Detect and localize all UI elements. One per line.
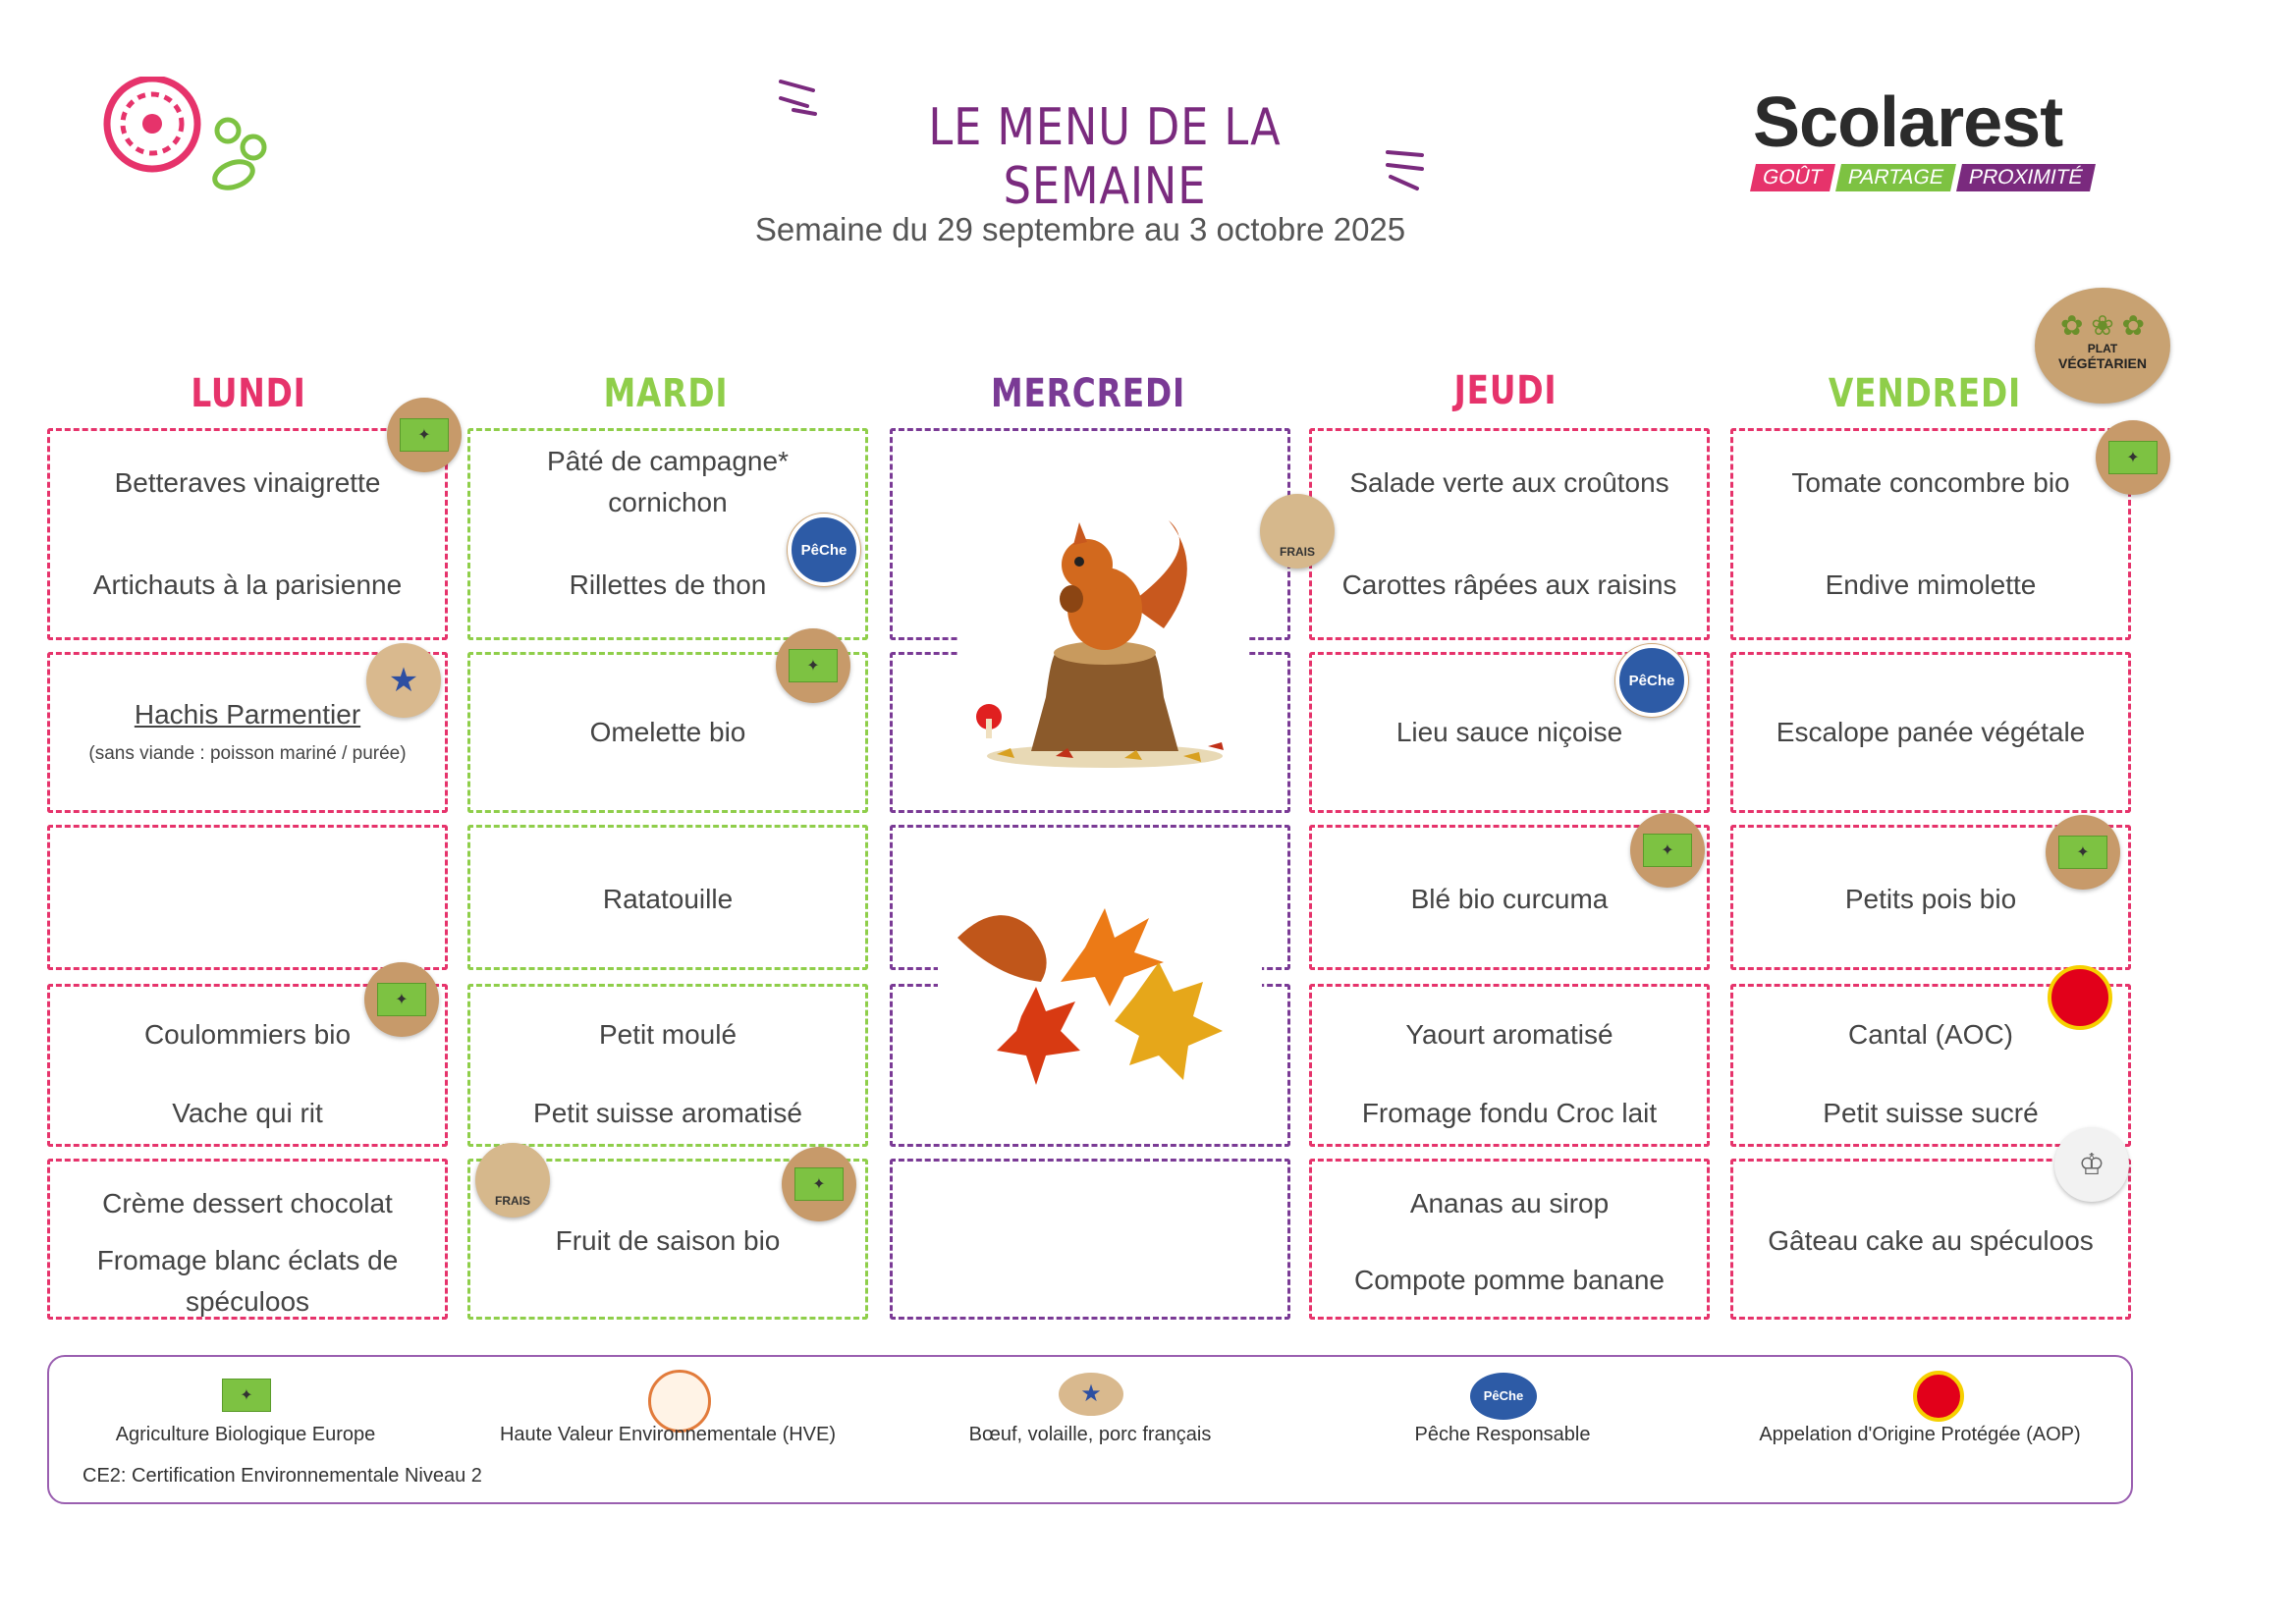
vegetarian-badge-line2: VÉGÉTARIEN — [2058, 355, 2147, 371]
legend-french-meat-label: Bœuf, volaille, porc français — [968, 1424, 1212, 1445]
menu-item: Artichauts à la parisienne — [92, 569, 403, 600]
menu-item: Crème dessert chocolat — [102, 1188, 393, 1218]
day-header-lundi: LUNDI — [191, 371, 306, 416]
autumn-leaves-illustration — [938, 889, 1262, 1100]
menu-item: Betteraves vinaigrette — [114, 467, 381, 498]
day-header-mardi: MARDI — [603, 371, 729, 416]
menu-item: Petit moulé — [598, 1019, 738, 1050]
week-subtitle: Semaine du 29 septembre au 3 octobre 2025 — [754, 211, 1406, 247]
mardi-side-box — [467, 825, 868, 970]
organic-badge-icon: ✦ — [364, 962, 439, 1037]
squirrel-illustration — [957, 511, 1247, 776]
peche-badge-label: PêChe — [1615, 644, 1688, 717]
menu-item: Escalope panée végétale — [1776, 717, 2086, 747]
fishing-legend-icon: PêChe — [1470, 1373, 1537, 1420]
organic-badge-icon: ✦ — [1630, 813, 1705, 888]
organic-badge-icon: ✦ — [2096, 420, 2170, 495]
vegetarian-badge-line1: PLAT — [2087, 342, 2118, 355]
organic-badge-icon: ✦ — [387, 398, 462, 472]
menu-item: cornichon — [608, 487, 728, 517]
menu-item: Rillettes de thon — [569, 569, 767, 600]
legend-fishing-label: Pêche Responsable — [1414, 1424, 1591, 1445]
menu-item: Coulommiers bio — [143, 1019, 352, 1050]
menu-item: Fromage fondu Croc lait — [1361, 1098, 1658, 1128]
menu-item: Lieu sauce niçoise — [1395, 717, 1623, 747]
vegetable-icon: ✿ ❀ ✿ — [2060, 310, 2145, 341]
french-meat-badge-icon — [366, 643, 441, 718]
legend-footnote: CE2: Certification Environnementale Niveau 2 — [82, 1465, 482, 1487]
menu-item: Omelette bio — [589, 717, 746, 747]
legend-hve-label: Haute Valeur Environnementale (HVE) — [499, 1424, 837, 1445]
title-decoration-left — [776, 77, 825, 121]
menu-item: Petit suisse aromatisé — [533, 1098, 802, 1128]
brand-tag-gout: GOÛT — [1750, 164, 1835, 191]
menu-item: Vache qui rit — [172, 1098, 323, 1128]
title-decoration-right — [1383, 147, 1432, 196]
peche-badge-label: PêChe — [788, 514, 860, 586]
page-title: LE MENU DE LA SEMAINE — [928, 98, 1282, 216]
lundi-side-box — [47, 825, 448, 970]
brand-name: Scolarest — [1753, 83, 2063, 162]
brand-logo — [1753, 83, 2136, 191]
decorative-tomato-logo — [98, 77, 275, 194]
day-header-vendredi: VENDREDI — [1828, 371, 2022, 416]
legend-organic-label: Agriculture Biologique Europe — [115, 1424, 376, 1445]
menu-item: Yaourt aromatisé — [1405, 1019, 1613, 1050]
menu-item: Ratatouille — [602, 884, 734, 914]
menu-item: Endive mimolette — [1825, 569, 2037, 600]
menu-item: spéculoos — [185, 1286, 310, 1317]
menu-item: Ananas au sirop — [1409, 1188, 1610, 1218]
menu-item: Blé bio curcuma — [1410, 884, 1609, 914]
menu-item: Compote pomme banane — [1354, 1265, 1665, 1295]
menu-item: Salade verte aux croûtons — [1349, 467, 1669, 498]
jeudi-dairy-box — [1309, 984, 1710, 1147]
mardi-dairy-box — [467, 984, 868, 1147]
vendredi-main-box — [1730, 652, 2131, 813]
menu-item-note: (sans viande : poisson mariné / purée) — [88, 743, 407, 764]
brand-tag-partage: PARTAGE — [1835, 164, 1956, 191]
lundi-dessert-box — [47, 1159, 448, 1320]
star-icon: ★ — [388, 662, 419, 699]
brand-tags — [1753, 164, 2136, 191]
menu-item: Fruit de saison bio — [555, 1225, 781, 1256]
legend-aop-label: Appelation d'Origine Protégée (AOP) — [1759, 1424, 2081, 1445]
jeudi-starter-box — [1309, 428, 1710, 640]
aop-badge-icon — [2043, 960, 2117, 1035]
vendredi-starter-box — [1730, 428, 2131, 640]
responsible-fishing-badge-icon — [787, 513, 861, 587]
organic-legend-icon: ✦ — [222, 1379, 271, 1412]
chef-hat-icon: ♔ — [2054, 1127, 2129, 1202]
french-meat-legend-icon: ★ — [1059, 1373, 1123, 1416]
menu-item: Fromage blanc éclats de — [96, 1245, 399, 1275]
mercredi-box-5 — [890, 1159, 1290, 1320]
menu-item: Petit suisse sucré — [1823, 1098, 2039, 1128]
menu-item: Pâté de campagne* — [547, 446, 789, 476]
responsible-fishing-badge-icon — [1614, 643, 1689, 718]
organic-badge-icon: ✦ — [2046, 815, 2120, 890]
organic-badge-icon: ✦ — [782, 1147, 856, 1221]
organic-badge-icon: ✦ — [776, 628, 850, 703]
lundi-starter-box — [47, 428, 448, 640]
menu-item: Tomate concombre bio — [1791, 467, 2070, 498]
menu-item: Gâteau cake au spéculoos — [1768, 1225, 2094, 1256]
jeudi-dessert-box — [1309, 1159, 1710, 1320]
fresh-produce-badge-icon: FRAIS — [1260, 494, 1335, 568]
menu-item: Hachis Parmentier — [134, 699, 361, 730]
fresh-produce-badge-icon: FRAIS — [475, 1143, 550, 1218]
menu-item: Cantal (AOC) — [1847, 1019, 2014, 1050]
menu-item: Petits pois bio — [1844, 884, 2017, 914]
day-header-jeudi: JEUDI — [1453, 368, 1558, 413]
day-header-mercredi: MERCREDI — [990, 371, 1186, 416]
aop-legend-icon — [1913, 1371, 1964, 1422]
menu-item: Carottes râpées aux raisins — [1341, 569, 1677, 600]
brand-tag-proximite: PROXIMITÉ — [1956, 164, 2095, 191]
